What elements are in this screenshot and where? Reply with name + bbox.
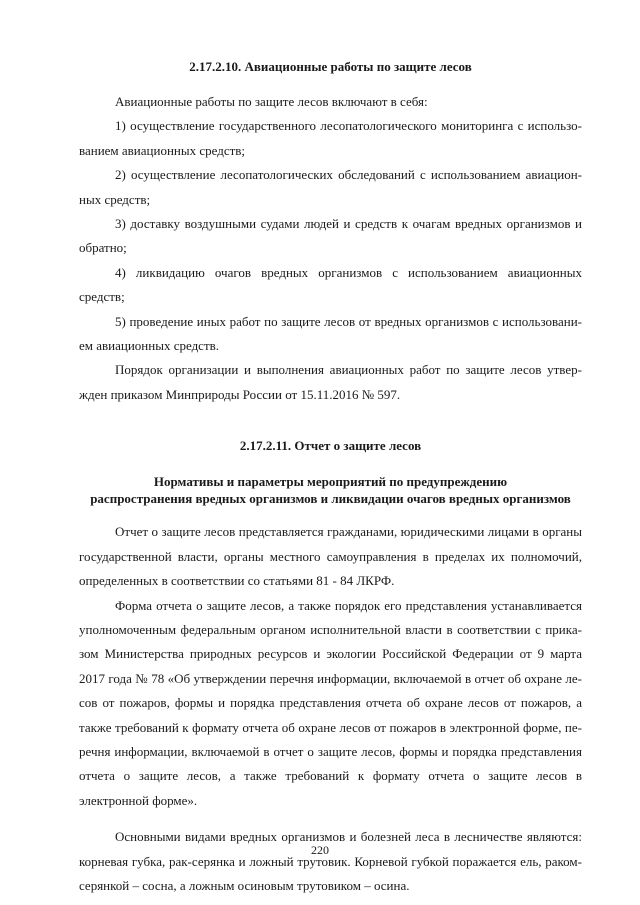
aviation-closing: Порядок организации и выполнения авиационных работ по защите лесов утвержден приказом Минприроды России от 15.11.2016 № 597. bbox=[79, 362, 582, 402]
paragraph-gap bbox=[79, 813, 582, 825]
aviation-item-5: 5) проведение иных работ по защите лесов от вредных организмов с использованием авиационных средств. bbox=[79, 313, 582, 354]
report-paragraph-3: Основными видами вредных организмов и болезней леса в лесничестве являются: корневая губка, рак-серянка и ложный трутовик. Корневой губкой поражается ель, ракомсерянкой – сосна, а ложным осиновым трутовиком – осина. bbox=[79, 829, 582, 893]
document-page bbox=[79, 58, 582, 898]
aviation-intro: Авиационные работы по защите лесов включают в себя: bbox=[115, 94, 428, 109]
aviation-item-2: 2) осуществление лесопатологических обследований с использованием авиационных средств; bbox=[79, 167, 582, 207]
section-heading-aviation: 2.17.2.10. Авиационные работы по защите лесов bbox=[189, 59, 472, 74]
aviation-item-4: 4) ликвидацию очагов вредных организмов с использованием авиационных средств; bbox=[79, 264, 582, 305]
page-number: 220 bbox=[311, 843, 329, 857]
report-paragraph-2: Форма отчета о защите лесов, а также порядок его представления устанавливается уполномоченным федеральным органом исполнительной власти в соответствии с приказом Министерства природных ресурсов и экологии Российской Федерации от 9 марта 2017 года № 78 «Об утверждении перечня информации, включаемой в отчет об охране лесов от пожаров, формы и порядка представления отчета об охране лесов от пожаров, а также требований к формату отчета об охране лесов от пожаров в электронной форме, перечня информации, включаемой в отчет о защите лесов, формы и порядка представления отчета о защите лесов, а также требований к формату отчета о защите лесов в электронной форме». bbox=[79, 597, 582, 808]
aviation-item-1: 1) осуществление государственного лесопатологического мониторинга с использованием авиационных средств; bbox=[79, 118, 582, 158]
report-subheading-line-2: распространения вредных организмов и ликвидации очагов вредных организмов bbox=[90, 491, 571, 507]
report-subheading bbox=[79, 473, 582, 507]
report-paragraph-1: Отчет о защите лесов представляется гражданами, юридическими лицами в органы государственной власти, органы местного самоуправления в пределах их полномочий, определенных в соответствии со статьями 81 - 84 ЛКРФ. bbox=[79, 524, 582, 589]
aviation-item-3: 3) доставку воздушными судами людей и средств к очагам вредных организмов и обратно; bbox=[79, 216, 582, 256]
report-subheading-line-1: Нормативы и параметры мероприятий по предупреждению bbox=[153, 474, 508, 490]
section-heading-report: 2.17.2.11. Отчет о защите лесов bbox=[239, 438, 422, 454]
